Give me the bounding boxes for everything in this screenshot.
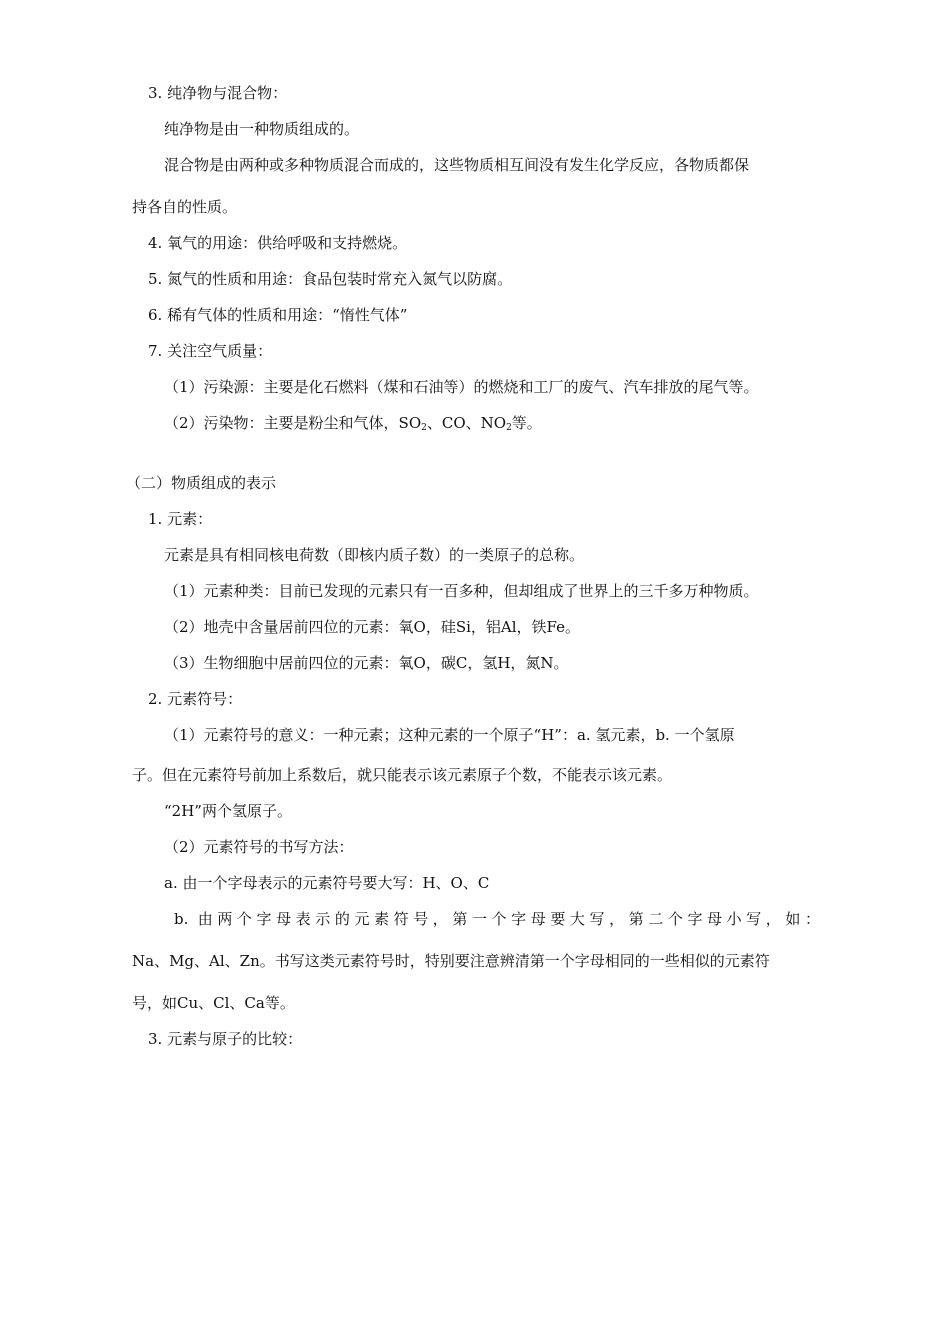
- item-7-2-mid: 、CO、NO: [426, 414, 507, 432]
- section-2-item-3-heading: 3. 元素与原子的比较：: [148, 1030, 303, 1048]
- item-6-text: 6. 稀有气体的性质和用途：“惰性气体”: [148, 306, 408, 324]
- item-2-2-b-line-2: Na、Mg、Al、Zn。书写这类元素符号时，特别要注意辨清第一个字母相同的一些相似的元素符: [132, 952, 770, 970]
- item-2-1-line-1: （1）元素符号的意义：一种元素；这种元素的一个原子“H”：a. 氢元素，b. 一个氢原: [164, 726, 735, 744]
- so2-subscript: 2: [421, 423, 427, 433]
- item-2-1-line-2: 子。但在元素符号前加上系数后，就只能表示该元素原子个数，不能表示该元素。: [132, 766, 673, 784]
- item-7-2-prefix: （2）污染物：主要是粉尘和气体，SO: [164, 414, 422, 432]
- section-2-heading: （二）物质组成的表示: [126, 474, 277, 492]
- section-2-item-1-heading: 1. 元素：: [148, 510, 213, 528]
- no2-subscript: 2: [506, 423, 512, 433]
- mixture-text-line-2: 持各自的性质。: [132, 198, 238, 216]
- item-1-2-text: （2）地壳中含量居前四位的元素：氧O，硅Si，铝Al，铁Fe。: [164, 618, 581, 636]
- pure-substance-text: 纯净物是由一种物质组成的。: [164, 120, 360, 138]
- item-7-1-text: （1）污染源：主要是化石燃料（煤和石油等）的燃烧和工厂的废气、汽车排放的尾气等。: [164, 378, 759, 396]
- item-7-2-suffix: 等。: [511, 414, 542, 432]
- item-2-2-b-line-1: b. 由两个字母表示的元素符号，第一个字母要大写，第二个字母小写，如：: [174, 910, 820, 928]
- item-4-text: 4. 氧气的用途：供给呼吸和支持燃烧。: [148, 234, 408, 252]
- item-2-2-heading: （2）元素符号的书写方法：: [164, 838, 354, 856]
- item-5-text: 5. 氮气的性质和用途：食品包装时常充入氮气以防腐。: [148, 270, 513, 288]
- item-2-1-example: “2H”两个氢原子。: [164, 802, 292, 820]
- item-1-1-text: （1）元素种类：目前已发现的元素只有一百多种，但却组成了世界上的三千多万种物质。: [164, 582, 759, 600]
- item-7-2-text: [164, 413, 542, 433]
- item-3-heading: 3. 纯净物与混合物：: [148, 84, 288, 102]
- mixture-text-line-1: 混合物是由两种或多种物质混合而成的，这些物质相互间没有发生化学反应，各物质都保: [164, 156, 750, 174]
- item-1-3-text: （3）生物细胞中居前四位的元素：氧O，碳C，氢H，氮N。: [164, 654, 569, 672]
- item-7-heading: 7. 关注空气质量：: [148, 342, 273, 360]
- element-definition-text: 元素是具有相同核电荷数（即核内质子数）的一类原子的总称。: [164, 546, 585, 564]
- item-2-2-b-line-3: 号，如Cu、Cl、Ca等。: [132, 994, 295, 1012]
- item-2-2-a-text: a. 由一个字母表示的元素符号要大写：H、O、C: [164, 874, 490, 892]
- section-2-item-2-heading: 2. 元素符号：: [148, 690, 243, 708]
